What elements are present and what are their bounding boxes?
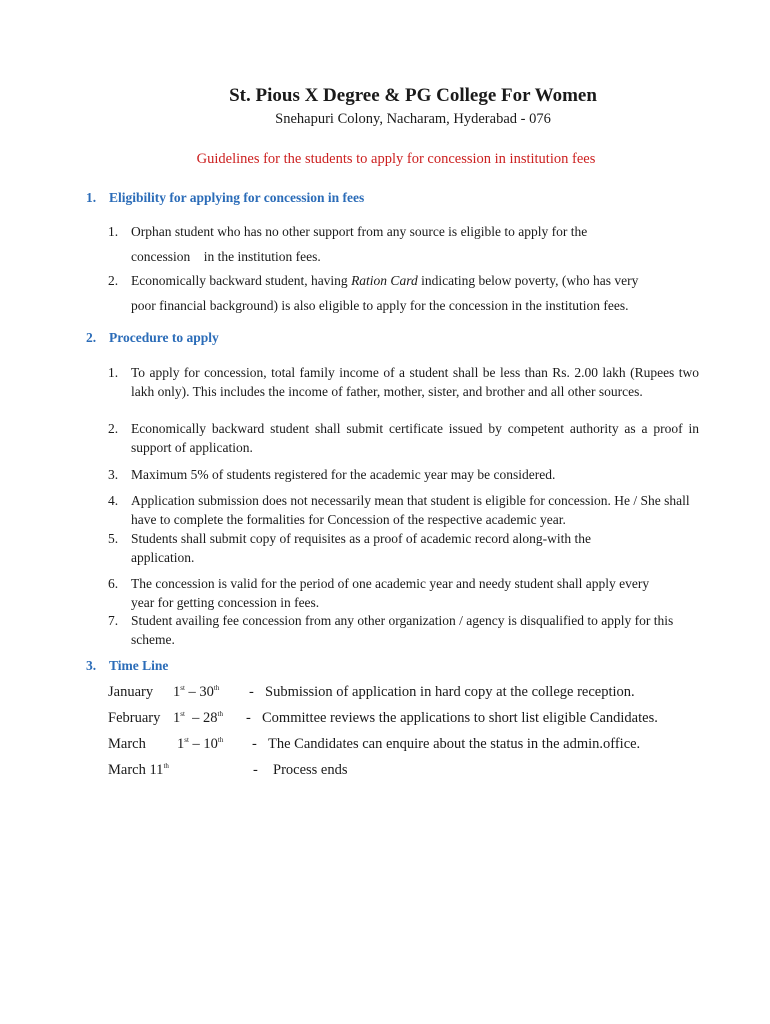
timeline-dates (173, 684, 219, 701)
list-item-number: 1. (108, 224, 119, 239)
date-dash: – (192, 710, 200, 726)
list-item-text: Application submission does not necessarily mean that student is eligible for concession. He / She shall have to complete the formalities for Concession of the respective academic year. (131, 493, 690, 527)
ordinal-suffix: th (163, 762, 169, 770)
end-day: 30 (199, 684, 214, 700)
ordinal-suffix: th (217, 710, 223, 718)
ordinal-suffix: th (213, 684, 220, 692)
list-item (108, 530, 699, 567)
list-item-line: concession in the institution fees. (131, 249, 321, 264)
section-heading-procedure (86, 330, 219, 346)
timeline-description: Committee reviews the applications to short list eligible Candidates. (262, 710, 658, 726)
list-item (108, 575, 699, 612)
date-dash: – (188, 684, 196, 700)
list-item-text: To apply for concession, total family income of a student shall be less than Rs. 2.00 lakh (Rupees two lakh only). This includes the income of father, mother, sister, and brother and all other sources. (131, 365, 699, 399)
section-title: Procedure to apply (109, 330, 219, 345)
list-item (108, 364, 699, 401)
timeline-separator: - (253, 762, 258, 778)
list-item-number: 6. (108, 576, 119, 591)
end-day: 10 (203, 736, 218, 752)
timeline-separator: - (252, 736, 257, 752)
college-address: Snehapuri Colony, Nacharam, Hyderabad - 076 (275, 111, 551, 127)
list-item (108, 492, 699, 529)
timeline-month: February (108, 710, 161, 726)
month-label: March 11 (108, 762, 164, 778)
timeline-description: Process ends (273, 762, 348, 778)
list-item (108, 420, 699, 457)
section-title: Time Line (109, 658, 169, 673)
list-item-text: Students shall submit copy of requisites as a proof of academic record along-with the application. (131, 531, 592, 565)
timeline-separator: - (246, 710, 251, 726)
section-number: 1. (86, 190, 97, 205)
list-item-line: Orphan student who has no other support from any source is eligible to apply for the (131, 224, 588, 239)
list-item-line (131, 272, 699, 291)
start-day: 1 (173, 684, 181, 700)
text-run: Economically backward student, having (131, 273, 352, 288)
ration-card-emphasis: Ration Card (351, 273, 418, 288)
section-heading-eligibility (86, 190, 364, 206)
list-item (108, 612, 699, 649)
timeline-month (108, 762, 169, 779)
timeline-dates (173, 710, 223, 727)
start-day: 1 (173, 710, 181, 726)
timeline-description: The Candidates can enquire about the status in the admin.office. (268, 736, 641, 752)
list-item-continuation (108, 297, 699, 316)
list-item-text: Economically backward student shall submit certificate issued by competent authority as a proof in support of application. (131, 421, 699, 455)
section-number: 2. (86, 330, 97, 345)
college-title: St. Pious X Degree & PG College For Women (229, 85, 597, 106)
ordinal-suffix: st (184, 736, 189, 744)
list-item-number: 3. (108, 467, 119, 482)
list-item-line: poor financial background) is also eligible to apply for the concession in the institution fees. (131, 298, 629, 313)
start-day: 1 (177, 736, 185, 752)
list-item (108, 466, 699, 485)
timeline-description: Submission of application in hard copy at the college reception. (265, 684, 635, 700)
list-item (108, 223, 699, 242)
list-item-text: Student availing fee concession from any other organization / agency is disqualified to apply for this scheme. (131, 613, 674, 647)
list-item-number: 1. (108, 365, 119, 380)
list-item-number: 7. (108, 613, 119, 628)
section-title: Eligibility for applying for concession in fees (109, 190, 365, 205)
guidelines-heading: Guidelines for the students to apply for concession in institution fees (196, 151, 596, 167)
list-item-number: 2. (108, 421, 119, 436)
list-item (108, 272, 699, 291)
timeline-dates (177, 736, 223, 753)
list-item-continuation (108, 248, 699, 267)
list-item-text: The concession is valid for the period of one academic year and needy student shall apply every year for getting concession in fees. (131, 576, 650, 610)
timeline-month: January (108, 684, 154, 700)
list-item-number: 4. (108, 493, 119, 508)
date-dash: – (192, 736, 200, 752)
ordinal-suffix: th (217, 736, 224, 744)
end-day: 28 (203, 710, 218, 726)
text-run: indicating below poverty, (who has very (417, 273, 639, 288)
list-item-number: 5. (108, 531, 119, 546)
timeline-separator: - (249, 684, 254, 700)
list-item-text: Maximum 5% of students registered for the academic year may be considered. (131, 467, 556, 482)
section-heading-timeline (86, 658, 168, 674)
ordinal-suffix: st (180, 684, 185, 692)
ordinal-suffix: st (180, 710, 185, 718)
section-number: 3. (86, 658, 97, 673)
list-item-number: 2. (108, 273, 119, 288)
timeline-month: March (108, 736, 146, 752)
